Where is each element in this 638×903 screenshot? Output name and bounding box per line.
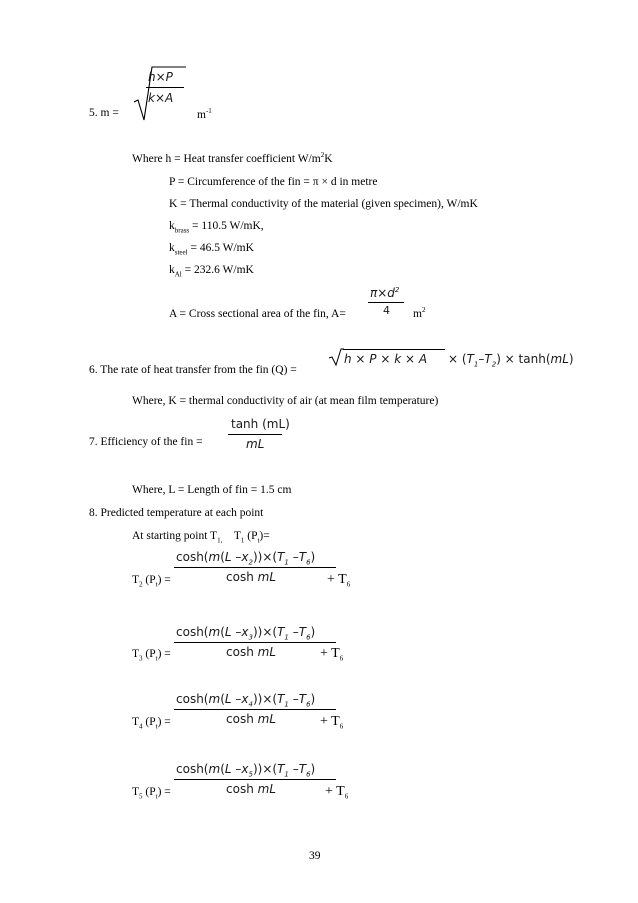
item6-label: 6. The rate of heat transfer from the fin (Q) = [89,364,297,376]
t4-denominator: cosh mL [226,712,276,726]
t2-label: $T_2$ $(P_t)$ = [132,574,171,589]
q-formula-rest: × $(T_1-T_2) \times \tanh(mL)$ [448,352,574,369]
t2-numerator: cosh(m(L $-x_2))\times(T_1$ $-T_6$) [176,550,316,567]
t3-fraction-bar [174,642,336,643]
eff-numerator: tanh (mL) [231,417,290,431]
item6-where: Where, K = thermal conductivity of air (at mean film temperature) [132,395,439,407]
t3-label: $T_3$ $(P_t)$ = [132,648,171,663]
q-formula-sqrt: h × P × k × A [344,352,428,366]
t2-fraction-bar [174,567,336,568]
item5-label: 5. m = [89,107,119,119]
t5-plus: + $T_6$ [325,784,349,801]
page-number: 39 [309,850,321,862]
k-al: $k_{Al} = 232.6$ W/mK [169,264,254,279]
area-fraction-bar [368,302,404,303]
item8-label: 8. Predicted temperature at each point [89,507,264,519]
t3-denominator: cosh mL [226,645,276,659]
area-label: A = Cross sectional area of the fin, A= [169,308,346,320]
k-steel: $k_{steel} = 46.5$ W/mK [169,242,254,257]
m-fraction-bar [146,87,184,88]
k-brass: $k_{brass} = 110.5$ W/mK, [169,220,264,235]
area-numerator: $\pi\times d^2$ [370,286,400,300]
area-denominator: 4 [383,304,390,317]
t2-denominator: cosh mL [226,570,276,584]
where-p: P = Circumference of the fin = π × d in metre [169,176,378,188]
item7-where: Where, L = Length of fin = 1.5 cm [132,484,292,496]
sqrt-symbol-q [328,347,344,367]
t5-denominator: cosh mL [226,782,276,796]
eff-fraction-bar [228,434,282,435]
t2-plus: + $T_6$ [327,572,351,589]
t4-fraction-bar [174,709,336,710]
item7-label: 7. Efficiency of the fin = [89,436,203,448]
t5-numerator: cosh(m(L $-x_5))\times(T_1$ $-T_6$) [176,762,316,779]
t4-numerator: cosh(m(L $-x_4))\times(T_1$ $-T_6$) [176,692,316,709]
t4-label: $T_4$ $(P_t)$ = [132,716,171,731]
t5-label: $T_5$ $(P_t)$ = [132,786,171,801]
sqrt-q-bar [343,349,445,350]
t3-numerator: cosh(m(L $-x_3))\times(T_1$ $-T_6$) [176,625,316,642]
t5-fraction-bar [174,779,336,780]
t3-plus: + $T_6$ [320,646,344,663]
where-k: K = Thermal conductivity of the material (given specimen), W/mK [169,198,478,210]
t4-plus: + $T_6$ [320,714,344,731]
where-h: Where h = Heat transfer coefficient $W/m^2K$ [132,151,333,165]
m-numerator: h×P [148,70,173,84]
eff-denominator: mL [246,437,265,451]
area-unit: $m^2$ [413,306,426,320]
m-unit: $m^{-1}$ [197,107,212,121]
m-denominator: k×A [148,91,174,105]
starting-point: At starting point $T_{1,}$ $T_1$ $(P_t)=$ [132,530,270,545]
